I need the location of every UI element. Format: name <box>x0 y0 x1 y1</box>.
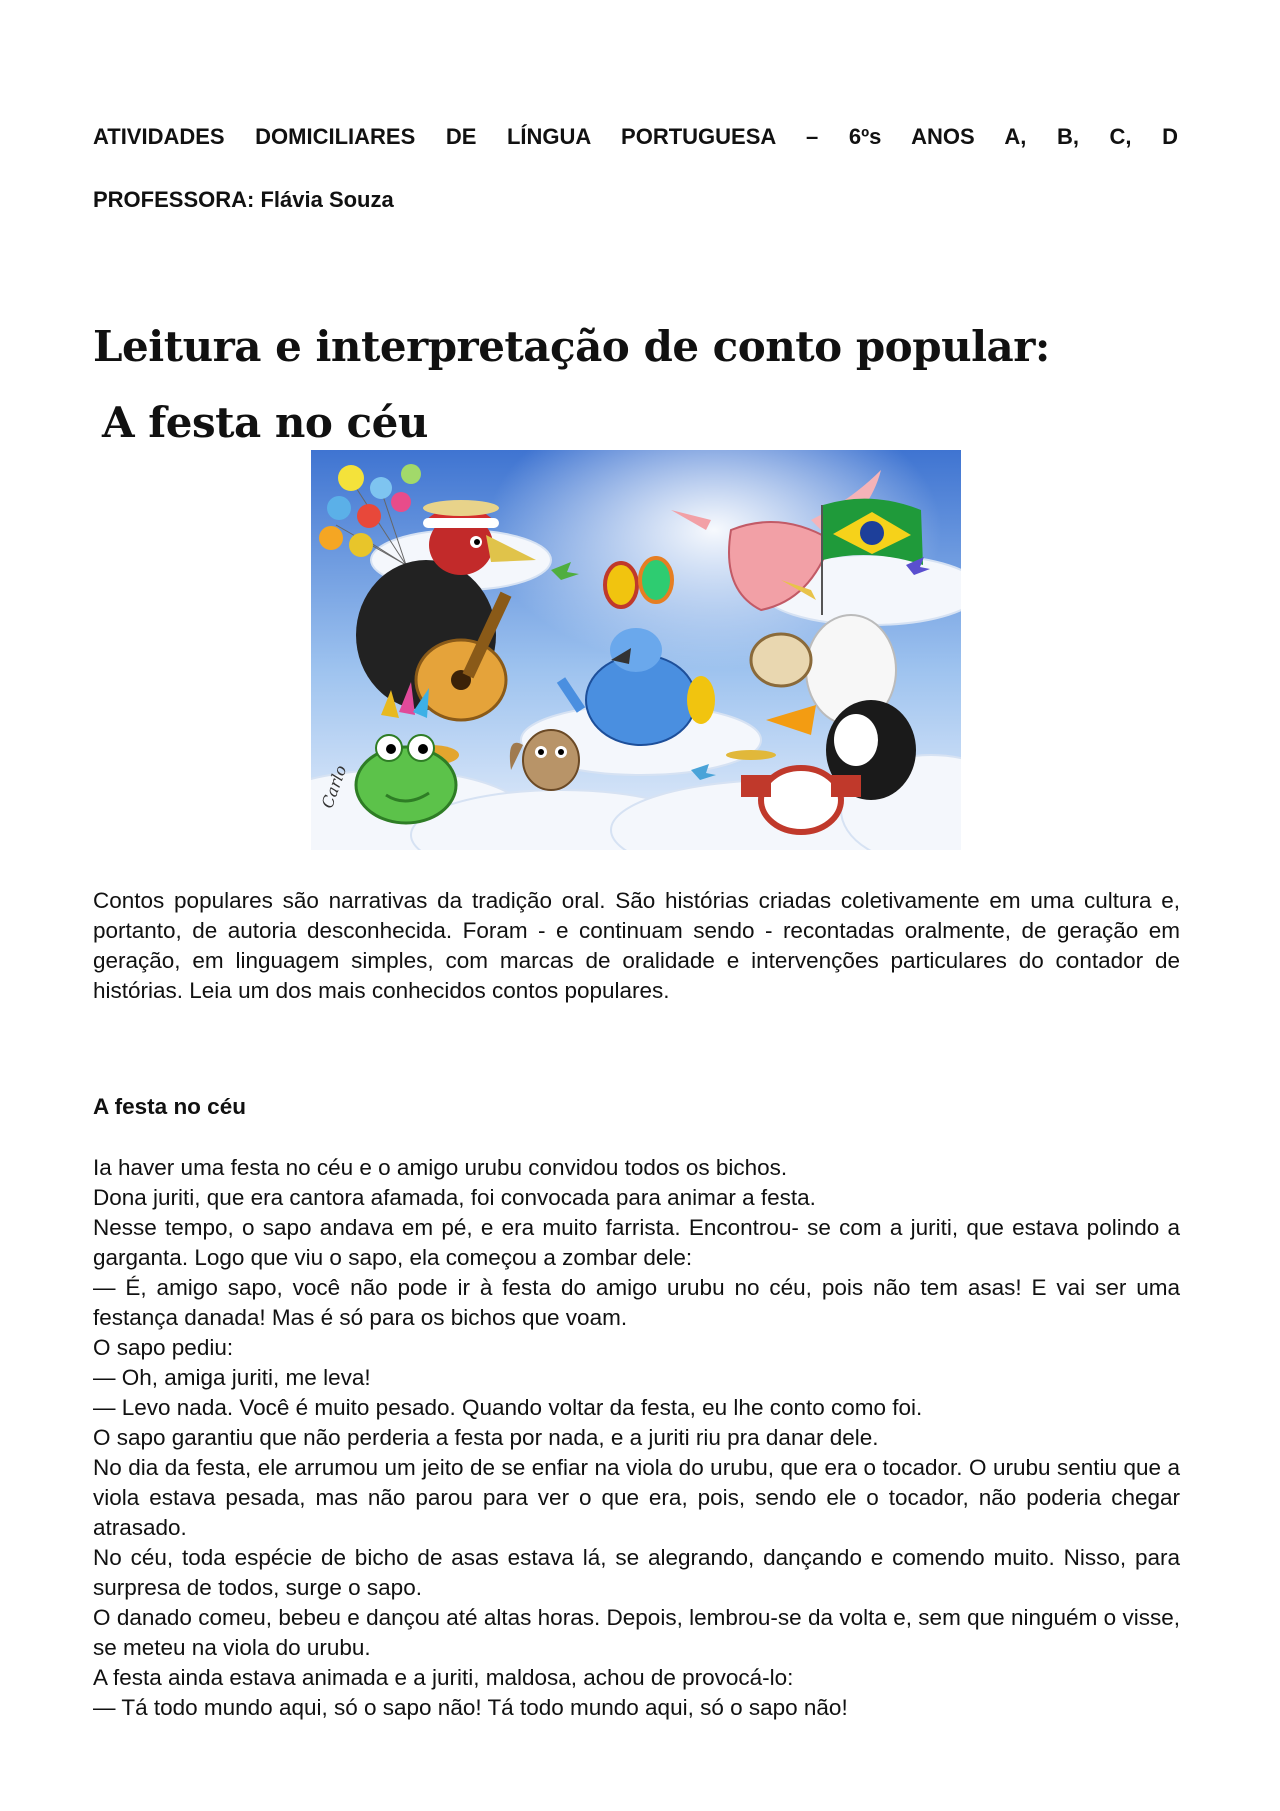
teacher-name: PROFESSORA: Flávia Souza <box>93 187 394 212</box>
story-paragraph: Dona juriti, que era cantora afamada, foi convocada para animar a festa. <box>93 1185 816 1210</box>
story-paragraph: — Levo nada. Você é muito pesado. Quando voltar da festa, eu lhe conto como foi. <box>93 1395 923 1420</box>
story-paragraph: Nesse tempo, o sapo andava em pé, e era muito farrista. Encontrou- se com a juriti, que estava polindo a garganta. Logo que viu o sapo, ela começou a zombar dele: <box>93 1215 1180 1270</box>
story-paragraph: O sapo pediu: <box>93 1335 234 1360</box>
sub-heading: A festa no céu <box>102 398 428 447</box>
story-paragraph: — Tá todo mundo aqui, só o sapo não! Tá todo mundo aqui, só o sapo não! <box>93 1695 848 1720</box>
story-paragraph: No céu, toda espécie de bicho de asas estava lá, se alegrando, dançando e comendo muito. Nisso, para surpresa de todos, surge o sapo. <box>93 1545 1180 1600</box>
story-paragraph: O sapo garantiu que não perderia a festa por nada, e a juriti riu pra danar dele. <box>93 1425 879 1450</box>
story-paragraph: — É, amigo sapo, você não pode ir à festa do amigo urubu no céu, pois não tem asas! E vai ser uma festança danada! Mas é só para os bichos que voam. <box>93 1275 1180 1330</box>
story-text <box>93 1153 1180 1723</box>
party-in-the-sky-illustration <box>311 450 961 850</box>
story-paragraph: No dia da festa, ele arrumou um jeito de se enfiar na viola do urubu, que era o tocador. O urubu sentiu que a viola estava pesada, mas não parou para ver o que era, pois, sendo ele o tocador, não poderia chegar atrasado. <box>93 1455 1180 1540</box>
story-paragraph: Ia haver uma festa no céu e o amigo urubu convidou todos os bichos. <box>93 1155 788 1180</box>
story-paragraph: A festa ainda estava animada e a juriti, maldosa, achou de provocá-lo: <box>93 1665 794 1690</box>
main-heading: Leitura e interpretação de conto popular: <box>93 322 1050 371</box>
artist-signature: Carlo <box>317 762 351 811</box>
story-paragraph: O danado comeu, bebeu e dançou até altas horas. Depois, lembrou-se da volta e, sem que ninguém o visse, se meteu na viola do urubu. <box>93 1605 1180 1660</box>
activity-title: ATIVIDADES DOMICILIARES DE LÍNGUA PORTUGUESA – 6ºs ANOS A, B, C, D <box>93 124 1178 149</box>
story-paragraph: — Oh, amiga juriti, me leva! <box>93 1365 371 1390</box>
intro-paragraph: Contos populares são narrativas da tradição oral. São histórias criadas coletivamente em uma cultura e, portanto, de autoria desconhecida. Foram - e continuam sendo - recontadas oralmente, de geração em geração, em linguagem simples, com marcas de oralidade e intervenções particulares do contador de histórias. Leia um dos mais conhecidos contos populares. <box>93 888 1180 1003</box>
story-title: A festa no céu <box>93 1094 246 1119</box>
